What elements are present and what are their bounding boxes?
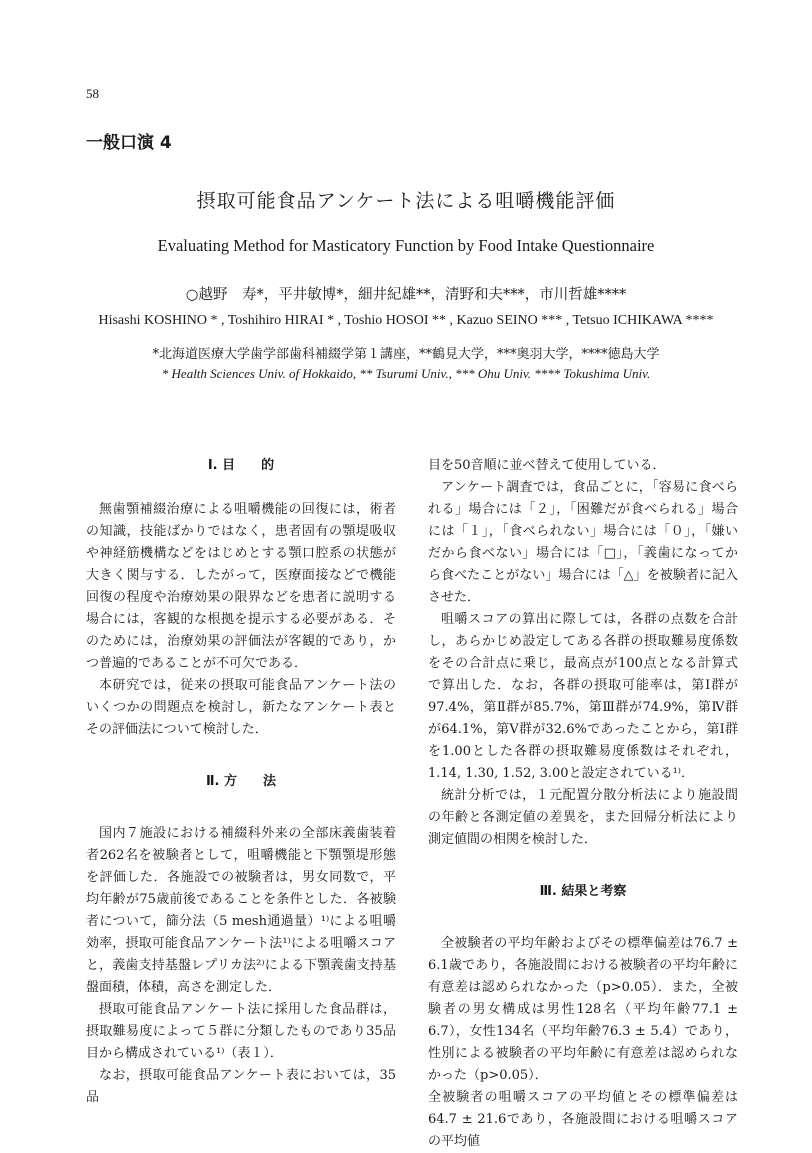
paragraph: 無歯顎補綴治療による咀嚼機能の回復には，術者の知識，技能ばかりではなく，患者固有の顎堤吸収や神経筋機構などをはじめとする顎口腔系の状態が大きく関与する．したがって，医療面接などで機能回復の程度や治療効果の限界などを患者に説明する場合には，客観的な根拠を提示する必要がある．そのためには，治療効果の評価法が客観的であり，かつ普遍的であることが不可欠である．	[86, 502, 396, 671]
authors-english: Hisashi KOSHINO * , Toshihiro HIRAI * , Toshio HOSOI ** , Kazuo SEINO *** , Tetsuo ICHIKAWA ****	[98, 313, 714, 328]
paragraph: 本研究では，従来の摂取可能食品アンケート法のいくつかの問題点を検討し，新たなアンケート表とその評価法について検討した．	[86, 678, 396, 737]
paragraph: 摂取可能食品アンケート法に採用した食品群は，摂取難易度によって５群に分類したものであり35品目から構成されている¹⁾（表１）．	[86, 1002, 396, 1061]
paragraph: 目を50音順に並べ替えて使用している．	[428, 458, 666, 473]
paragraph: アンケート調査では，食品ごとに，「容易に食べられる」場合には「２」，「困難だが食べられる」場合には「１」，「食べられない」場合には「０」，「嫌いだから食べない」場合には「□」，「義歯になってから食べたことがない」場合には「△」を被験者に記入させた．	[428, 480, 738, 605]
paragraph: 咀嚼スコアの算出に際しては，各群の点数を合計し，あらかじめ設定してある各群の摂取難易度係数をその合計点に乗じ，最高点が100点となる計算式で算出した．なお，各群の摂取可能率は，第Ⅰ群が97.4%，第Ⅱ群が85.7%，第Ⅲ群が74.9%，第Ⅳ群が64.1%，第Ⅴ群が32.6%であったことから，第Ⅰ群を1.00とした各群の摂取難易度係数はそれぞれ，1.14, 1.30, 1.52, 3.00と設定されている¹⁾．	[428, 612, 738, 781]
paragraph: 全被験者の平均年齢およびその標準偏差は76.7 ± 6.1歳であり，各施設間における被験者の平均年齢に有意差は認められなかった（p>0.05）．また，全被験者の男女構成は男性128名（平均年齢77.1 ± 6.7），女性134名（平均年齢76.3 ± 5.4）であり，性別による被験者の平均年齢に有意差は認められなかった（p>0.05）．	[428, 936, 738, 1083]
affiliations-japanese: *北海道医療大学歯学部歯科補綴学第１講座，**鶴見大学，***奥羽大学，****徳島大学	[152, 347, 660, 362]
section-heading-purpose: Ⅰ. 目 的	[207, 458, 275, 473]
section-heading-methods: Ⅱ. 方 法	[205, 774, 277, 789]
title-japanese: 摂取可能食品アンケート法による咀嚼機能評価	[196, 190, 616, 212]
paragraph: 国内７施設における補綴科外来の全部床義歯装着者262名を被験者として，咀嚼機能と下顎顎堤形態を評価した．各施設での被験者は，男女同数で，平均年齢が75歳前後であることを条件とした．各被験者について，篩分法（5 mesh通過量）¹⁾による咀嚼効率，摂取可能食品アンケート法¹⁾による咀嚼スコアと，義歯支持基盤レプリカ法²⁾による下顎義歯支持基盤面積，体積，高さを測定した．	[86, 826, 396, 995]
left-column	[86, 455, 396, 1109]
paragraph: 統計分析では，１元配置分散分析法により施設間の年齢と各測定値の差異を，また回帰分析法により測定値間の相関を検討した．	[428, 788, 738, 847]
authors-japanese: ○越野 寿*，平井敏博*，細井紀雄**，清野和夫***，市川哲雄****	[185, 287, 627, 303]
title-english: Evaluating Method for Masticatory Function by Food Intake Questionnaire	[157, 236, 655, 255]
paragraph: 全被験者の咀嚼スコアの平均値とその標準偏差は64.7 ± 21.6であり，各施設間における咀嚼スコアの平均値	[428, 1090, 738, 1149]
section-heading-results: Ⅲ. 結果と考察	[539, 884, 627, 899]
right-column	[428, 455, 738, 1153]
paragraph: なお，摂取可能食品アンケート表においては，35品	[86, 1068, 396, 1105]
affiliations-english: * Health Sciences Univ. of Hokkaido, ** Tsurumi Univ., *** Ohu Univ. **** Tokushima Univ.	[161, 366, 651, 381]
page-number: 58	[86, 86, 99, 101]
session-label: 一般口演 4	[86, 133, 172, 153]
